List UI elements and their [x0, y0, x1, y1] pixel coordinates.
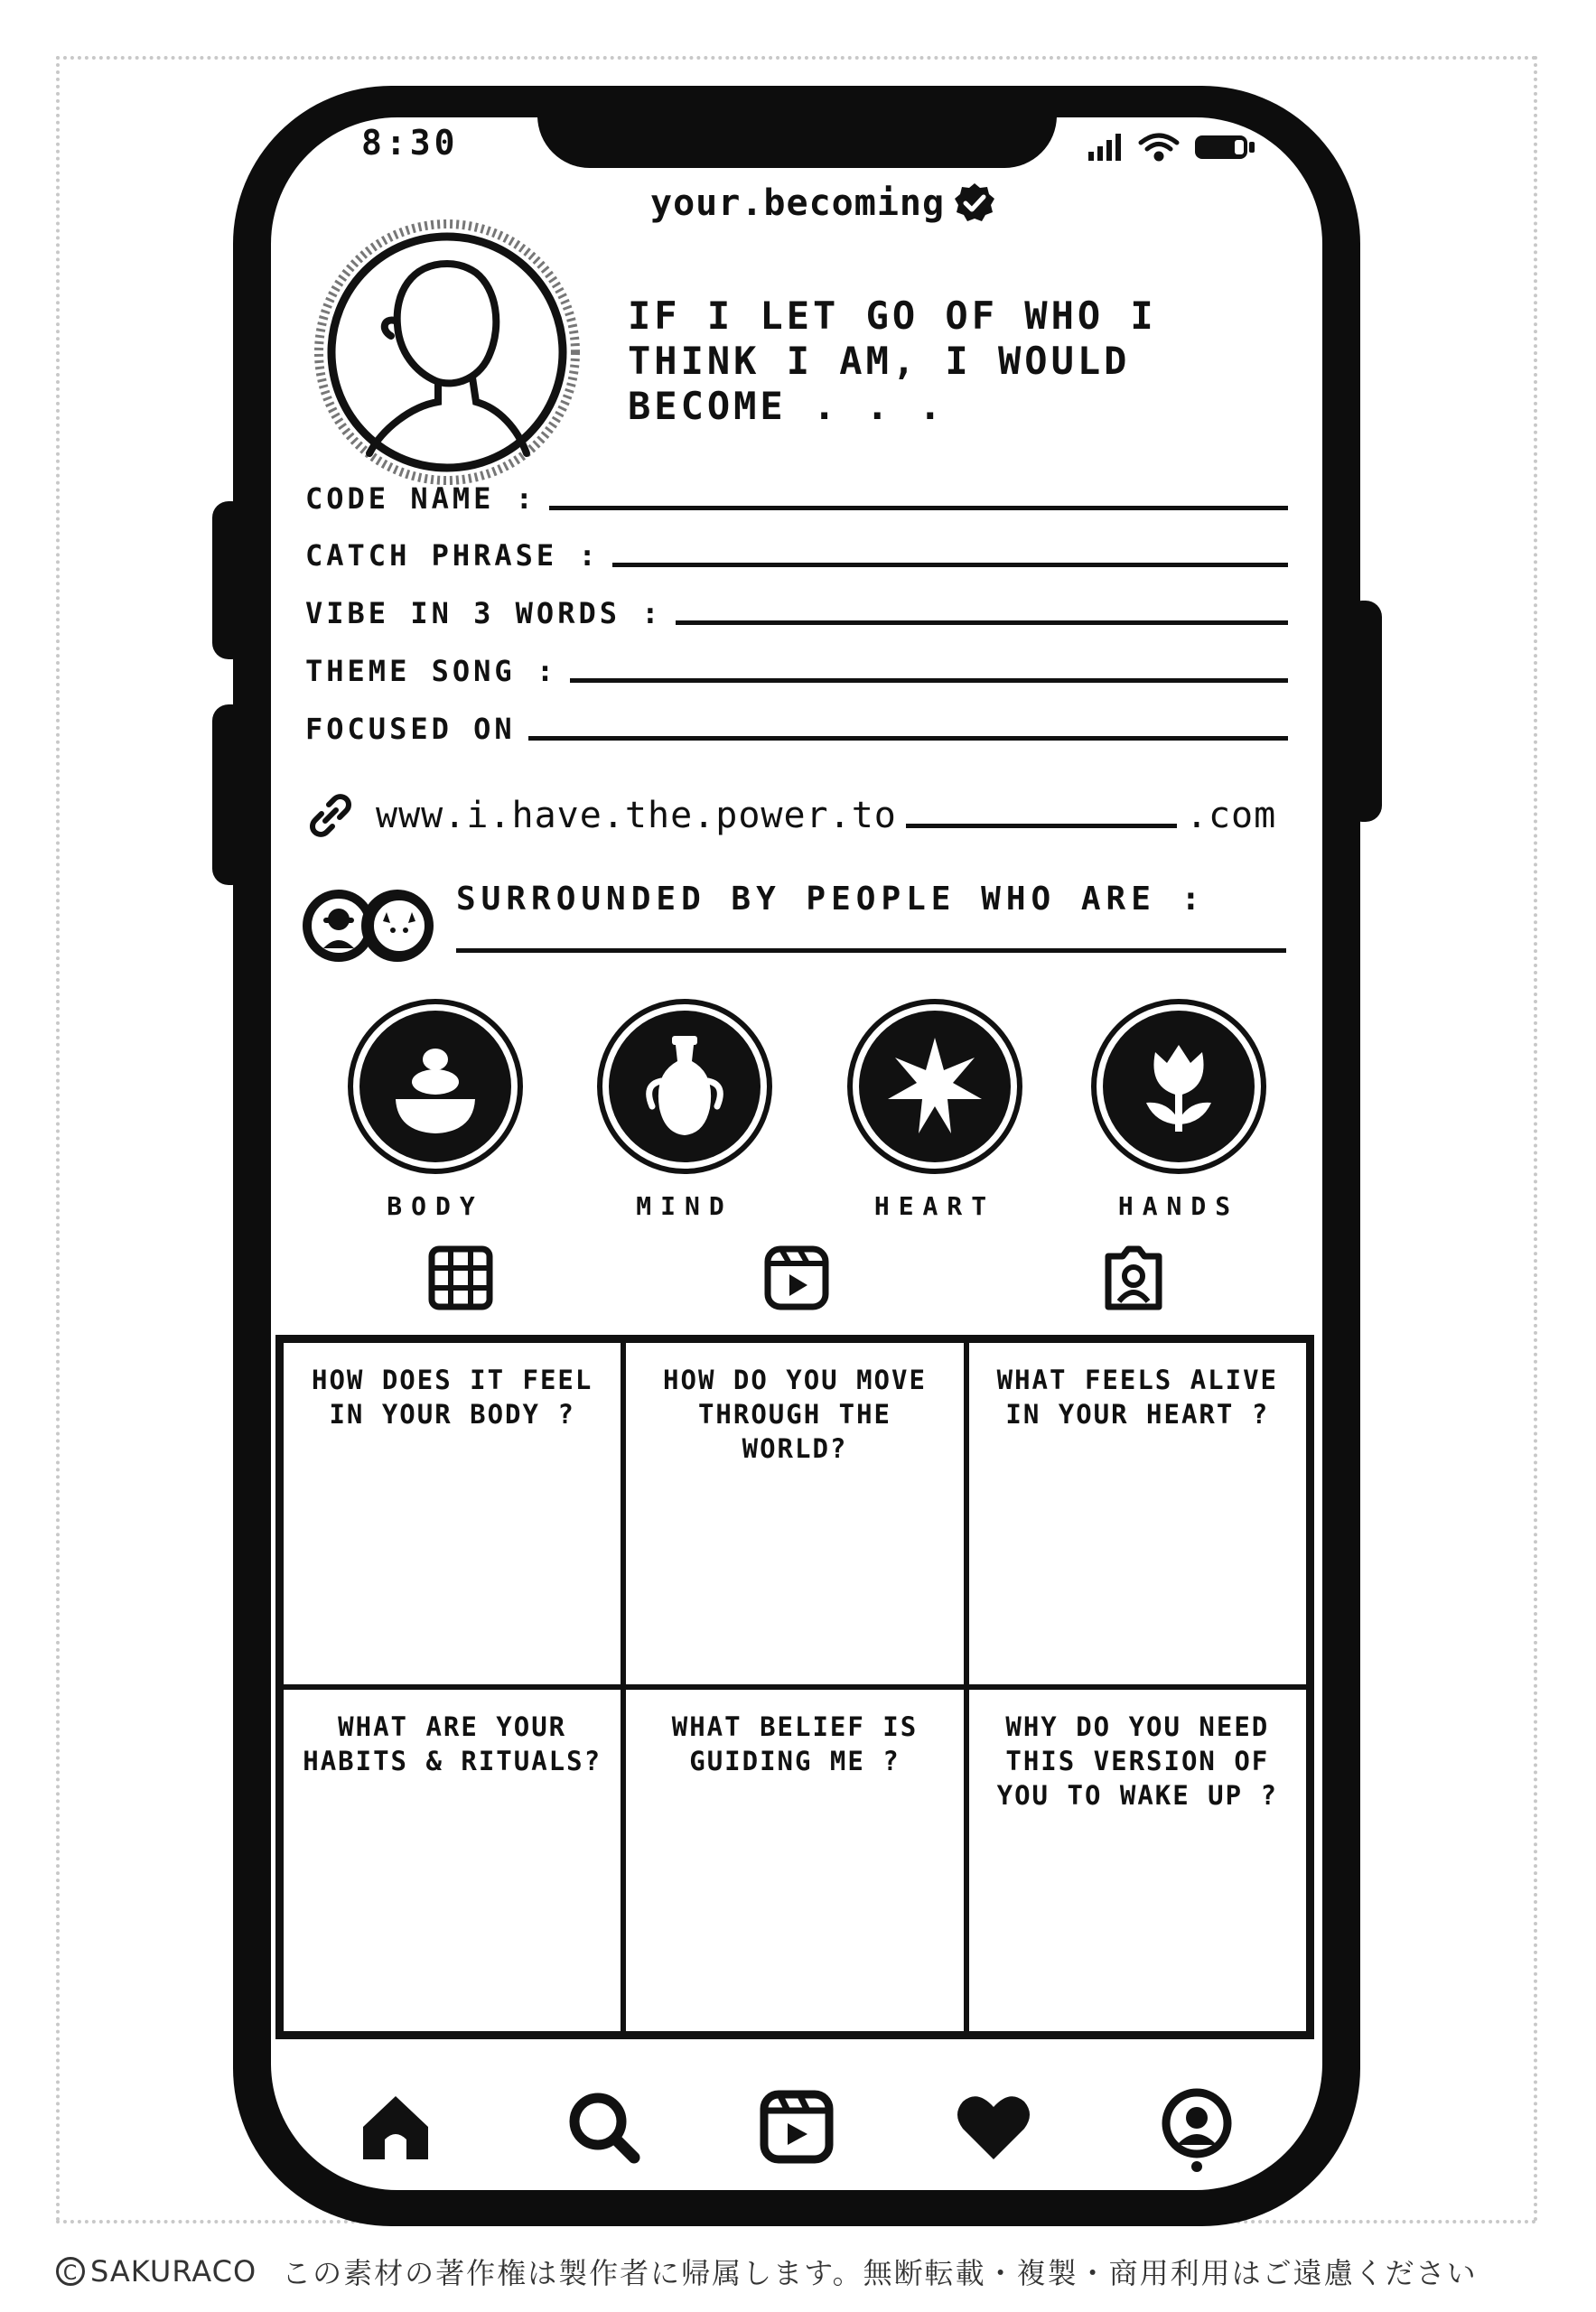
reels-nav-icon[interactable]: [751, 2082, 842, 2172]
battery-icon: [1195, 135, 1255, 159]
highlight-label: HANDS: [1117, 1191, 1240, 1221]
profile-avatar[interactable]: [312, 217, 583, 488]
profile-link[interactable]: [305, 784, 1288, 847]
copyright-icon: C: [56, 2257, 85, 2286]
grid-icon[interactable]: [425, 1242, 497, 1314]
field-blank-line[interactable]: [528, 736, 1288, 741]
footer: [56, 2244, 1537, 2298]
copyright-owner: SAKURACO: [90, 2254, 257, 2289]
status-time: 8:30: [361, 123, 459, 163]
highlight-label: BODY: [387, 1191, 484, 1221]
surrounded-blank-line[interactable]: [456, 948, 1286, 953]
verified-badge-icon: [952, 181, 997, 226]
highlight-body[interactable]: [345, 998, 526, 1221]
phone-screen: [271, 117, 1322, 2190]
field-blank-line[interactable]: [570, 678, 1288, 683]
highlight-label: MIND: [636, 1191, 733, 1221]
field-label: CODE NAME :: [305, 481, 537, 516]
star-burst-icon: [846, 998, 1023, 1175]
follower-avatars[interactable]: [298, 885, 443, 966]
link-suffix: .com: [1185, 795, 1277, 836]
bottom-navigation: [271, 2082, 1322, 2172]
grid-post[interactable]: [281, 1340, 623, 1687]
copyright: [56, 2254, 257, 2289]
profile-icon[interactable]: [1152, 2082, 1242, 2172]
post-question: WHY DO YOU NEED THIS VERSION OF YOU TO WAKE UP ?: [996, 1711, 1278, 1811]
post-question: WHAT ARE YOUR HABITS & RITUALS?: [303, 1711, 602, 1776]
username: your.becoming: [650, 182, 946, 224]
search-icon[interactable]: [558, 2082, 649, 2172]
vase-icon: [596, 998, 773, 1175]
field-blank-line[interactable]: [549, 506, 1288, 510]
signal-icon: [1088, 134, 1121, 161]
field-blank-line[interactable]: [612, 563, 1288, 567]
heart-icon[interactable]: [948, 2082, 1039, 2172]
copyright-notice: この素材の著作権は製作者に帰属します。無断転載・複製・商用利用はご遠慮ください: [282, 2256, 1478, 2290]
profile-prompt: IF I LET GO OF WHO I THINK I AM, I WOULD BECOME . . .: [628, 294, 1157, 428]
username-row[interactable]: [650, 181, 997, 226]
grid-post[interactable]: [623, 1340, 966, 1687]
field-label: FOCUSED ON: [305, 712, 516, 746]
link-blank-line[interactable]: [906, 824, 1177, 828]
wifi-icon: [1141, 135, 1177, 159]
field-blank-line[interactable]: [676, 620, 1288, 625]
highlight-hands[interactable]: [1088, 998, 1269, 1221]
field-label: CATCH PHRASE :: [305, 538, 600, 573]
link-icon: [305, 790, 356, 841]
tulip-icon: [1090, 998, 1267, 1175]
field-vibe[interactable]: [305, 589, 1288, 634]
field-theme-song[interactable]: [305, 647, 1288, 692]
cat-avatar-icon: [361, 890, 434, 962]
post-question: HOW DOES IT FEEL IN YOUR BODY ?: [311, 1365, 593, 1430]
field-catch-phrase[interactable]: [305, 531, 1288, 576]
highlight-label: HEART: [873, 1191, 996, 1221]
grid-post[interactable]: [281, 1687, 623, 2034]
status-icons: [1088, 128, 1269, 164]
field-label: VIBE IN 3 WORDS :: [305, 596, 663, 630]
highlight-mind[interactable]: [594, 998, 775, 1221]
post-question: HOW DO YOU MOVE THROUGH THE WORLD?: [663, 1365, 927, 1464]
post-question: WHAT BELIEF IS GUIDING ME ?: [671, 1711, 919, 1776]
highlight-heart[interactable]: [845, 998, 1025, 1221]
field-focused-on[interactable]: [305, 704, 1288, 750]
notch: [537, 117, 1057, 168]
grid-post[interactable]: [966, 1340, 1309, 1687]
home-icon[interactable]: [350, 2082, 441, 2172]
post-grid: [275, 1335, 1314, 2039]
link-prefix: www.i.have.the.power.to: [376, 795, 897, 836]
field-code-name[interactable]: [305, 474, 1288, 519]
reels-icon[interactable]: [761, 1242, 833, 1314]
tagged-icon[interactable]: [1097, 1242, 1170, 1314]
stacked-stones-icon: [347, 998, 524, 1175]
surrounded-by-label: SURROUNDED BY PEOPLE WHO ARE :: [456, 881, 1207, 918]
grid-post[interactable]: [623, 1687, 966, 2034]
grid-post[interactable]: [966, 1687, 1309, 2034]
post-question: WHAT FEELS ALIVE IN YOUR HEART ?: [996, 1365, 1278, 1430]
field-label: THEME SONG :: [305, 654, 558, 688]
